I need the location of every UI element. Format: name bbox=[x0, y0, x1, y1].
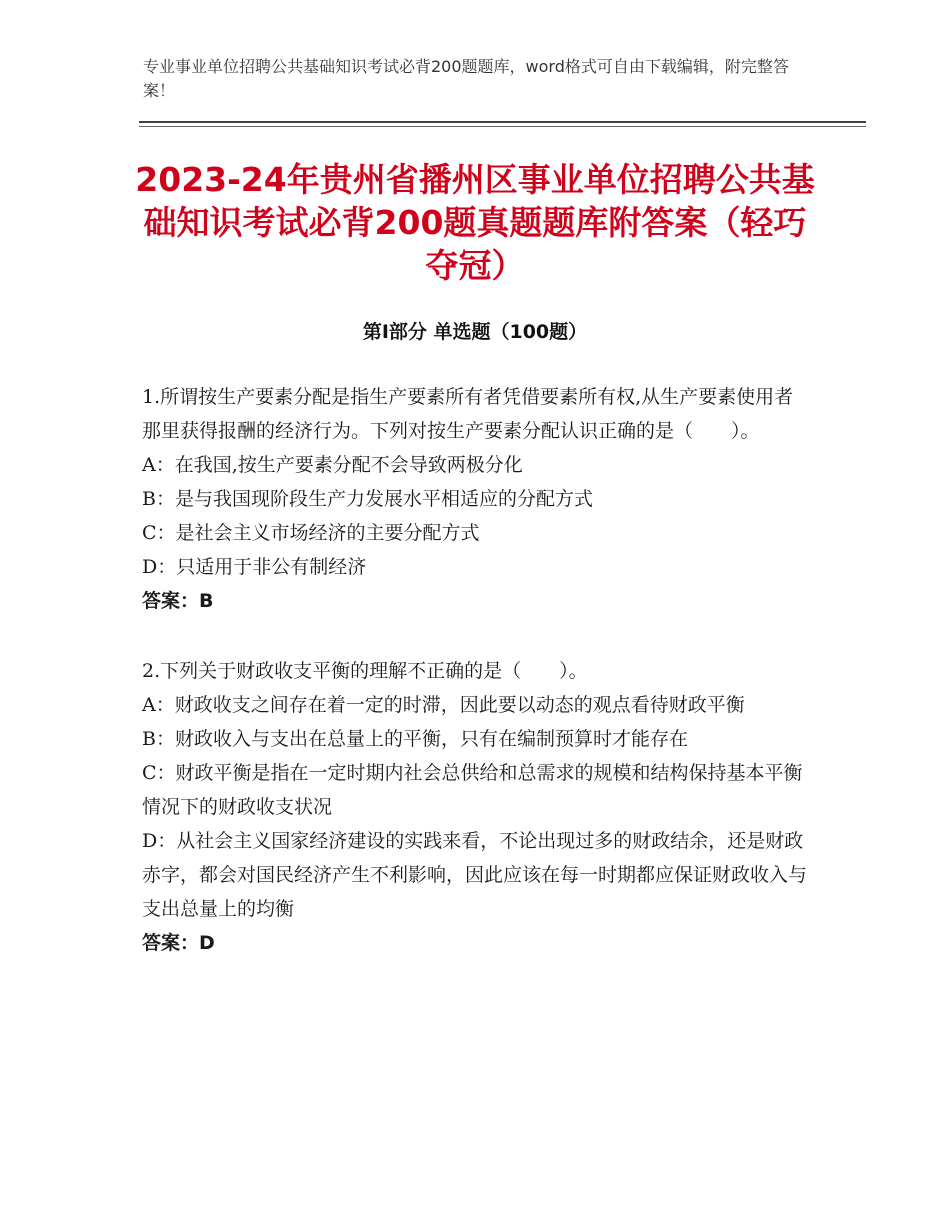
answer-line: 答案：B bbox=[142, 590, 214, 612]
answer-line: 答案：D bbox=[142, 932, 215, 954]
question-stem: 2.下列关于财政收支平衡的理解不正确的是（ ）。 bbox=[142, 660, 588, 682]
question-2 bbox=[142, 654, 807, 960]
option-c: C：财政平衡是指在一定时期内社会总供给和总需求的规模和结构保持基本平衡情况下的财政收支状况 bbox=[142, 762, 803, 818]
header-divider-thin bbox=[139, 126, 866, 127]
option-b: B：财政收入与支出在总量上的平衡，只有在编制预算时才能存在 bbox=[142, 728, 688, 750]
option-a: A：财政收支之间存在着一定的时滞，因此要以动态的观点看待财政平衡 bbox=[142, 694, 745, 716]
option-d: D：从社会主义国家经济建设的实践来看，不论出现过多的财政结余，还是财政赤字，都会对国民经济产生不利影响，因此应该在每一时期都应保证财政收入与支出总量上的均衡 bbox=[142, 830, 808, 920]
section-heading: 第Ⅰ部分 单选题（100题） bbox=[362, 321, 588, 343]
header-note: 专业事业单位招聘公共基础知识考试必背200题题库，word格式可自由下载编辑，附完整答案！ bbox=[143, 57, 789, 100]
question-stem: 1.所谓按生产要素分配是指生产要素所有者凭借要素所有权,从生产要素使用者那里获得报酬的经济行为。下列对按生产要素分配认识正确的是（ ）。 bbox=[142, 386, 794, 442]
document-title: 2023-24年贵州省播州区事业单位招聘公共基础知识考试必背200题真题题库附答案（轻巧夺冠） bbox=[135, 160, 815, 285]
header-divider-thick bbox=[139, 121, 866, 123]
option-d: D：只适用于非公有制经济 bbox=[142, 556, 367, 578]
option-a: A：在我国,按生产要素分配不会导致两极分化 bbox=[142, 454, 523, 476]
option-c: C：是社会主义市场经济的主要分配方式 bbox=[142, 522, 480, 544]
question-list bbox=[142, 380, 807, 996]
question-1 bbox=[142, 380, 807, 618]
option-b: B：是与我国现阶段生产力发展水平相适应的分配方式 bbox=[142, 488, 593, 510]
